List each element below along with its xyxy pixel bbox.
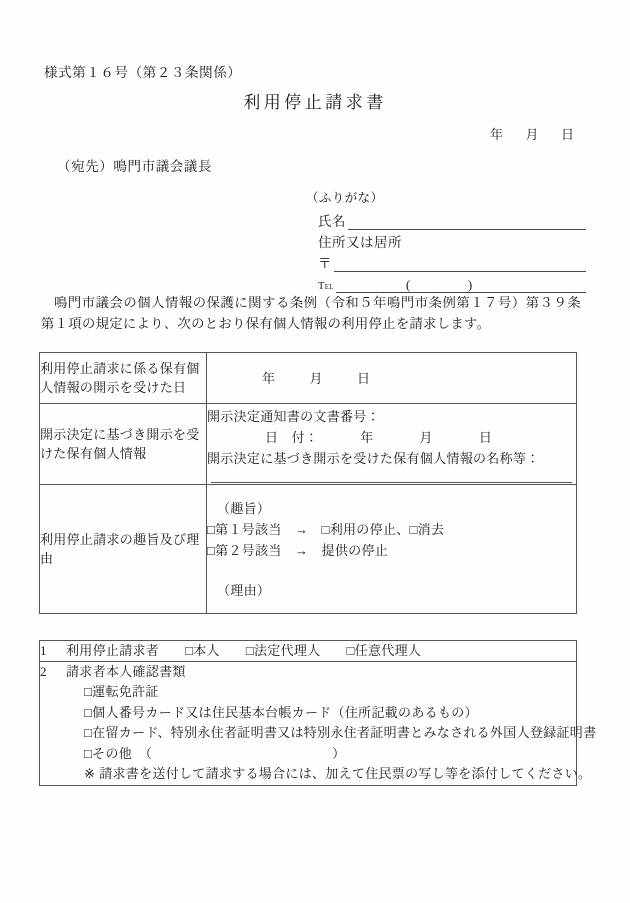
page-title: 利用停止請求書: [243, 93, 387, 112]
submission-note: [84, 764, 592, 785]
note-mark: ※: [84, 766, 96, 781]
row2-doc-number-label[interactable]: 開示決定通知書の文書番号：: [207, 408, 380, 424]
form-number: 様式第１６号（第２３条関係）: [44, 65, 242, 80]
row3-label: 利用停止請求の趣旨及び理由: [40, 485, 207, 614]
doc-option-other-prefix: □その他 （: [84, 745, 153, 761]
requester-table: [39, 640, 597, 786]
applicant-block: [306, 188, 586, 293]
requester-option-voluntary-agent[interactable]: □任意代理人: [346, 643, 422, 658]
submission-date-line: [490, 124, 575, 143]
row2-month-label: 月: [419, 429, 433, 445]
section2-cell: [40, 662, 597, 786]
purpose-option-2[interactable]: □第２号該当 → 提供の停止: [207, 542, 389, 558]
table-row: [40, 404, 577, 485]
row2-label: 開示決定に基づき開示を受けた保有個人情報: [40, 404, 207, 485]
requester-option-self[interactable]: □本人: [185, 643, 220, 658]
table-row: [40, 662, 577, 786]
row1-date-line[interactable]: [262, 368, 576, 389]
furigana-label: （ふりがな）: [306, 191, 384, 205]
address-label-row: [318, 230, 586, 251]
section1-line: [40, 641, 576, 661]
addressee: （宛先）鳴門市議会議長: [57, 159, 213, 174]
row2-date-label: 日 付：: [265, 429, 319, 445]
tel-label: Tel: [318, 281, 334, 292]
tel-field-row: [318, 272, 586, 293]
tel-input-rule[interactable]: [336, 277, 586, 293]
row2-date-line[interactable]: [207, 427, 576, 448]
doc-option-other[interactable]: [84, 744, 576, 765]
table-row: [40, 641, 577, 662]
row2-body: [207, 404, 577, 485]
address-input-rule[interactable]: [334, 257, 586, 272]
section1-cell: [40, 641, 577, 662]
doc-option-drivers-license[interactable]: □運転免許証: [84, 684, 159, 699]
row1-label: 利用停止請求に係る保有個人情報の開示を受けた日: [40, 353, 207, 404]
row1-day-label: 日: [357, 370, 371, 386]
name-field-row: [318, 209, 586, 230]
disclosure-table: [39, 352, 577, 614]
row1-year-label: 年: [262, 370, 276, 386]
row2-info-name-label: 開示決定に基づき開示を受けた保有個人情報の名称等：: [207, 450, 540, 466]
purpose-option-1[interactable]: □第１号該当 → □利用の停止、□消去: [207, 521, 445, 537]
row3-spacer: [207, 561, 576, 580]
section2-number: 2: [40, 664, 47, 679]
doc-option-mynumber-card[interactable]: □個人番号カード又は住民基本台帳カード（住所記載のあるもの）: [84, 704, 478, 720]
tel-paren-open: (: [405, 277, 411, 292]
requester-option-legal-agent[interactable]: □法定代理人: [245, 643, 321, 658]
row1-body: [207, 353, 577, 404]
postal-code-label: 〒: [318, 256, 332, 271]
row2-year-label: 年: [360, 429, 374, 445]
section2-label: 請求者本人確認書類: [66, 664, 186, 679]
table-row: [40, 485, 577, 614]
table-row: [40, 353, 577, 404]
row3-body: [207, 485, 577, 614]
doc-option-residence-card[interactable]: □在留カード、特別永住者証明書又は特別永住者証明書とみなされる外国人登録証明書: [84, 725, 597, 740]
date-day-label: 日: [561, 127, 575, 142]
address-label: 住所又は居所: [318, 235, 402, 250]
reason-heading: （理由）: [217, 582, 271, 598]
row2-day-label: 日: [478, 429, 493, 445]
postal-field-row: [318, 251, 586, 272]
section1-label: 利用停止請求者: [66, 643, 160, 658]
identity-document-list: [40, 682, 597, 785]
intro-paragraph: 鳴門市議会の個人情報の保護に関する条例（令和５年鳴門市条例第１７号）第３９条第１項の規定により、次のとおり保有個人情報の利用停止を請求します。: [41, 295, 581, 331]
date-year-label: 年: [490, 127, 504, 142]
doc-option-other-suffix: ）: [332, 745, 346, 761]
name-input-rule[interactable]: [348, 215, 586, 230]
name-label: 氏名: [318, 214, 346, 229]
section2-heading: [40, 662, 576, 682]
section1-number: 1: [40, 643, 47, 658]
tel-paren-close: ): [467, 277, 473, 292]
date-month-label: 月: [525, 127, 540, 142]
row1-month-label: 月: [309, 370, 324, 386]
purpose-heading: （趣旨）: [217, 500, 271, 516]
row2-info-name-rule[interactable]: [211, 471, 572, 483]
note-text: 請求書を送付して請求する場合には、加えて住民票の写し等を添付してください。: [99, 766, 592, 781]
